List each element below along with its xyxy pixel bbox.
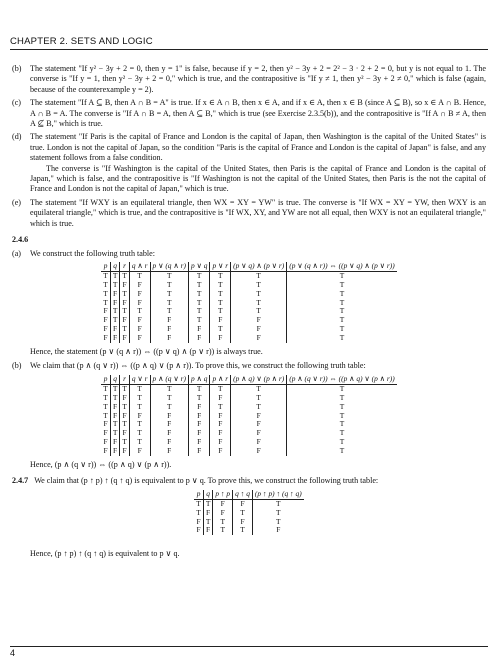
table-cell: F (188, 420, 210, 429)
section-2-4-6-heading: 2.4.6 (12, 235, 29, 245)
table-cell: F (129, 290, 150, 299)
table-header-cell: p ∨ r (210, 262, 231, 271)
table-cell: F (188, 325, 210, 334)
item-text (30, 132, 486, 194)
table-cell: F (101, 447, 110, 456)
table-cell: F (110, 290, 120, 299)
table-cell: T (150, 394, 188, 403)
table-cell: T (129, 420, 150, 429)
table-cell: F (129, 334, 150, 343)
table-cell: T (276, 507, 281, 517)
table-cell: F (188, 334, 210, 343)
table-cell: T (339, 279, 345, 289)
table-cell: F (210, 429, 231, 438)
table-cell: F (210, 334, 231, 343)
table-cell: F (203, 526, 213, 535)
table-row (101, 420, 396, 429)
section-2-4-7 (12, 476, 486, 486)
table-cell: F (101, 420, 110, 429)
table-cell: T (210, 384, 231, 393)
table-cell: F (231, 420, 287, 429)
table-cell: F (150, 429, 188, 438)
table-cell: F (231, 412, 287, 421)
part-a-conclusion: Hence, the statement (p ∨ (q ∧ r)) ⇔ ((p ∨ q) ∧ (p ∨ r)) is always true. (30, 347, 263, 357)
item-paragraph: The statement "If A ⊆ B, then A ∩ B = A" is true. If x ∈ A ∩ B, then x ∈ A, and if x ∈ A, then x ∈ B (since A ⊆ B), so x ∈ A ∩ B. Hence, A ∩ B = A. The converse is "If A ∩ B = A, then A ⊆ B," which is true (see Exercise 2.3.5(b)), and the contrapositive is "If A ∩ B ≠ A, then A ⊈ B," which is true. (30, 98, 486, 129)
table-cell: T (339, 315, 345, 325)
table-cell: T (101, 290, 110, 299)
table-row (194, 509, 303, 518)
section-2-4-7-heading: 2.4.7 (12, 476, 29, 486)
table-cell: F (101, 438, 110, 447)
item-text (30, 198, 486, 229)
table-cell: F (120, 334, 130, 343)
exercise-item (12, 64, 486, 95)
table-cell: F (210, 412, 231, 421)
table-cell: T (188, 271, 210, 280)
table-cell: F (120, 412, 130, 421)
table-cell: F (150, 420, 188, 429)
table-cell: F (129, 325, 150, 334)
table-cell: T (231, 290, 287, 299)
table-cell: T (150, 290, 188, 299)
table-cell: T (120, 325, 130, 334)
table-cell: F (233, 499, 253, 508)
table-cell: T (101, 412, 110, 421)
table-header-cell: q (110, 262, 120, 271)
table-cell: T (120, 271, 130, 280)
table-cell: T (339, 288, 345, 298)
table-cell: F (150, 325, 188, 334)
table-cell: F (231, 447, 287, 456)
table-cell: T (120, 420, 130, 429)
item-paragraph: The statement "If Paris is the capital of France and London is the capital of Japan, then Washington is the capital of the United States" is true. London is not the capital of Japan, so the condition "Paris is the capital of France and London is the capital of Japan" is false, and any statement follows from a false condition. (30, 132, 486, 163)
table-cell: T (129, 394, 150, 403)
table-cell: T (210, 281, 231, 290)
table-cell: T (129, 384, 150, 393)
table-cell: T (339, 446, 345, 456)
table-cell: F (120, 281, 130, 290)
table-cell: F (150, 316, 188, 325)
table-cell: T (120, 403, 130, 412)
table-cell: T (188, 307, 210, 316)
table-cell: T (101, 299, 110, 308)
table-cell: T (233, 526, 253, 535)
table-cell: T (194, 509, 203, 518)
table-cell: T (339, 270, 345, 280)
table-cell: F (188, 412, 210, 421)
table-cell: T (110, 281, 120, 290)
table-cell: T (150, 403, 188, 412)
table-row (194, 518, 303, 527)
table-cell: F (210, 438, 231, 447)
table-cell: T (339, 306, 345, 316)
table-cell: T (339, 419, 345, 429)
item-label: (b) (12, 64, 22, 73)
table-header-cell: (p ∧ q) ∨ (p ∧ r) (231, 375, 287, 384)
table-cell: F (210, 447, 231, 456)
item-paragraph: The statement "If WXY is an equilateral triangle, then WX = XY = YW" is true. The converse is "If WX = XY = YW, then WXY is an equilateral triangle," which is true, and the contrapositive is "If WX, XY, and YW are not all equal, then WXY is not an equilateral triangle," which is true. (30, 197, 486, 228)
table-cell: T (120, 438, 130, 447)
table-cell: F (120, 316, 130, 325)
exercise-item (12, 198, 486, 229)
table-header-cell: q (110, 375, 120, 384)
table-cell: F (110, 403, 120, 412)
table-cell: T (194, 499, 203, 508)
table-cell: T (213, 518, 233, 527)
table-cell: F (110, 447, 120, 456)
exercise-items (12, 64, 486, 229)
table-cell: T (150, 299, 188, 308)
table-cell: F (129, 316, 150, 325)
table-cell: T (231, 299, 287, 308)
table-header-cell: (p ∧ (q ∨ r)) ⇔ ((p ∧ q) ∨ (p ∧ r)) (287, 375, 397, 384)
item-label: (c) (12, 98, 21, 108)
chapter-header: CHAPTER 2. SETS AND LOGIC (10, 36, 488, 50)
table-cell: T (210, 307, 231, 316)
table-cell: T (339, 437, 345, 447)
table-cell: F (101, 325, 110, 334)
table-cell: F (231, 316, 287, 325)
table-cell: F (120, 394, 130, 403)
table-cell: F (110, 334, 120, 343)
exercise-item (12, 98, 486, 129)
table-header-cell: q ∧ r (129, 262, 150, 271)
table-cell: T (339, 392, 345, 402)
table-cell: T (231, 281, 287, 290)
table-cell: T (110, 307, 120, 316)
table-cell: T (110, 420, 120, 429)
part-b-intro: We claim that (p ∧ (q ∨ r)) ⇔ ((p ∧ q) ∨ (p ∧ r)). To prove this, we construct the following truth table: (30, 361, 366, 371)
table-cell: T (210, 290, 231, 299)
table-cell: T (110, 394, 120, 403)
table-cell: F (276, 525, 281, 535)
table-cell: T (188, 384, 210, 393)
table-cell: T (339, 401, 345, 411)
table-header-cell: r (120, 375, 130, 384)
item-paragraph: The statement "If y² − 3y + 2 = 0, then y = 1" is false, because if y = 2, then y² − 3y + 2 = 2² − 3 · 2 + 2 = 0, but y is not equal to 1. The converse is "If y = 1, then y² − 3y + 2 = 0," which is true, and the contrapositive is "If y ≠ 1, then y² − 3y + 2 ≠ 0," which is false (again, because of the counterexample y = 2). (30, 64, 486, 94)
table-header-cell: r (120, 262, 130, 271)
item-paragraph: The converse is "If Washington is the capital of the United States, then Paris is the capital of France and London is the capital of Japan," which is false, and the contrapositive is "If Washington is not the capital of the United States, then Paris is the not the capital of France and London is not the capital of Japan," which is true. (30, 163, 486, 194)
table-cell: F (129, 447, 150, 456)
table-cell: F (210, 394, 231, 403)
table-cell: T (110, 384, 120, 393)
exercise-item (12, 132, 486, 194)
part-b (12, 361, 486, 371)
page-number: 4 (10, 646, 488, 658)
table-cell: F (213, 499, 233, 508)
table-header-cell: p ∨ q (188, 262, 210, 271)
table-cell: F (188, 403, 210, 412)
part-b-conclusion: Hence, (p ∧ (q ∨ r)) ⇔ ((p ∧ q) ∨ (p ∧ r)). (30, 460, 172, 470)
table-cell: T (233, 509, 253, 518)
table-cell: F (101, 429, 110, 438)
table-cell: T (110, 271, 120, 280)
table-cell: F (150, 412, 188, 421)
table-cell: T (188, 299, 210, 308)
table-cell: T (231, 384, 287, 393)
table-cell: F (129, 412, 150, 421)
part-a-intro: We construct the following truth table: (30, 248, 155, 258)
table-header-cell: p ∧ (q ∨ r) (150, 375, 188, 384)
table-header-cell: p (101, 262, 110, 271)
table-cell: T (188, 316, 210, 325)
table-cell: T (129, 271, 150, 280)
table-cell: T (101, 271, 110, 280)
table-cell: T (339, 297, 345, 307)
table-header-cell: p ∧ q (188, 375, 210, 384)
table-cell: F (110, 438, 120, 447)
table-cell: T (101, 403, 110, 412)
table-cell: F (231, 325, 287, 334)
table-cell: F (120, 429, 130, 438)
table-header-cell: p ∨ (q ∧ r) (150, 262, 188, 271)
item-text (30, 98, 486, 129)
table-cell: F (188, 447, 210, 456)
table-cell: T (231, 394, 287, 403)
table-row (101, 307, 396, 316)
table-cell: F (231, 429, 287, 438)
item-label: (e) (12, 197, 21, 207)
table-row (101, 447, 396, 456)
table-cell: F (101, 334, 110, 343)
table-cell: F (233, 518, 253, 527)
table-cell: F (110, 325, 120, 334)
table-header-cell: p ∧ r (210, 375, 231, 384)
table-cell: F (120, 447, 130, 456)
table-header-cell: q ↑ q (233, 490, 253, 499)
table-header-cell: (p ↑ p) ↑ (q ↑ q) (252, 490, 303, 499)
table-row (101, 412, 396, 421)
table-cell: T (339, 324, 345, 334)
table-cell: F (150, 447, 188, 456)
table-cell: T (339, 383, 345, 393)
table-cell: T (129, 438, 150, 447)
table-cell: F (150, 438, 188, 447)
table-cell: F (129, 299, 150, 308)
table-header-cell: (p ∨ q) ∧ (p ∨ r) (231, 262, 287, 271)
table-header-cell: p (101, 375, 110, 384)
table-cell: T (339, 410, 345, 420)
item-label: (d) (12, 132, 22, 142)
table-row (101, 403, 396, 412)
table-cell: T (101, 384, 110, 393)
table-row (101, 290, 396, 299)
table-cell: F (101, 307, 110, 316)
table-cell: T (110, 316, 120, 325)
table-cell: T (101, 394, 110, 403)
table-cell: T (339, 333, 345, 343)
table-row (101, 394, 396, 403)
table-cell: F (231, 438, 287, 447)
table-cell: F (194, 518, 203, 527)
table-cell: T (150, 384, 188, 393)
table-cell: T (110, 429, 120, 438)
table-cell: T (231, 403, 287, 412)
table-cell: T (213, 526, 233, 535)
table-cell: T (210, 403, 231, 412)
part-b-label: (b) (12, 361, 22, 371)
table-header-cell: q (203, 490, 213, 499)
table-cell: T (231, 271, 287, 280)
table-cell: T (203, 499, 213, 508)
truth-table-distributive-and (101, 375, 396, 456)
table-row (101, 438, 396, 447)
table-cell: T (210, 271, 231, 280)
table-header-cell: (p ∨ (q ∧ r)) ⇔ ((p ∨ q) ∧ (p ∨ r)) (287, 262, 397, 271)
table-cell: T (188, 290, 210, 299)
table-cell: F (101, 316, 110, 325)
table-cell: T (339, 428, 345, 438)
table-cell: T (101, 281, 110, 290)
table-row (101, 281, 396, 290)
table-cell: T (276, 498, 281, 508)
table-row (101, 325, 396, 334)
table-cell: F (213, 509, 233, 518)
table-cell: T (231, 307, 287, 316)
table-cell: T (150, 307, 188, 316)
table-header-cell: p (194, 490, 203, 499)
table-row (101, 334, 396, 343)
page-content (12, 64, 486, 564)
table-cell: F (120, 299, 130, 308)
table-cell: T (150, 281, 188, 290)
table-cell: F (194, 526, 203, 535)
table-cell: F (188, 438, 210, 447)
table-cell: T (210, 325, 231, 334)
table-cell: F (203, 509, 213, 518)
table-cell: F (150, 334, 188, 343)
table-row (101, 384, 396, 393)
section-2-4-7-conclusion: Hence, (p ↑ p) ↑ (q ↑ q) is equivalent to p ∨ q. (30, 549, 180, 559)
table-row (101, 316, 396, 325)
table-cell: T (120, 384, 130, 393)
table-row (101, 429, 396, 438)
table-cell: T (203, 518, 213, 527)
table-cell: T (129, 307, 150, 316)
table-row (194, 499, 303, 508)
table-cell: F (188, 429, 210, 438)
table-header-cell: p ↑ p (213, 490, 233, 499)
part-a-label: (a) (12, 248, 21, 258)
table-cell: T (129, 403, 150, 412)
table-header-cell: q ∨ r (129, 375, 150, 384)
table-row (194, 526, 303, 535)
table-cell: F (231, 334, 287, 343)
table-cell: T (210, 299, 231, 308)
section-2-4-7-intro: We claim that (p ↑ p) ↑ (q ↑ q) is equivalent to p ∨ q. To prove this, we construct the following truth table: (34, 476, 379, 486)
table-cell: T (188, 281, 210, 290)
table-cell: T (188, 394, 210, 403)
table-row (101, 271, 396, 280)
table-cell: F (210, 316, 231, 325)
table-row (101, 299, 396, 308)
table-cell: F (129, 281, 150, 290)
table-cell: T (276, 516, 281, 526)
item-text (30, 64, 486, 95)
table-cell: F (210, 420, 231, 429)
table-cell: F (110, 299, 120, 308)
table-cell: T (120, 290, 130, 299)
table-cell: T (120, 307, 130, 316)
table-cell: T (150, 271, 188, 280)
table-cell: T (129, 429, 150, 438)
part-a (12, 249, 486, 259)
table-cell: F (110, 412, 120, 421)
truth-table-nand (194, 490, 303, 536)
truth-table-distributive-or (101, 262, 396, 343)
